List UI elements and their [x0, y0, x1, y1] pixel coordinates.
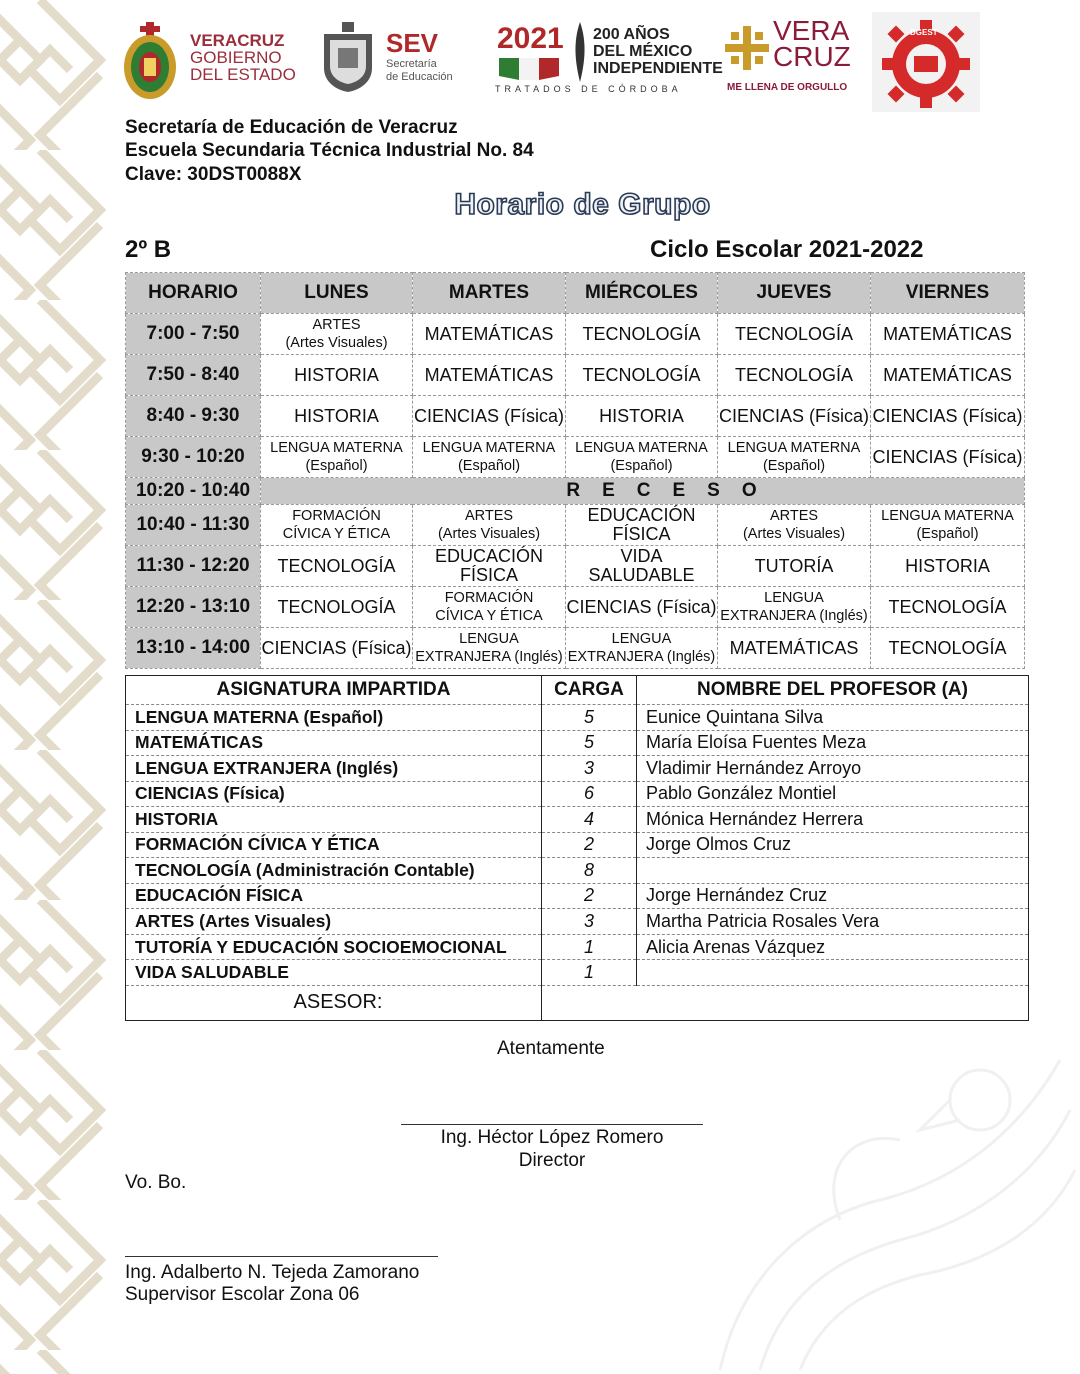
subject-line: ARTES: [769, 508, 819, 524]
schedule-cell: [718, 314, 871, 355]
schedule-cell: [718, 505, 871, 546]
profesor-name: Alicia Arenas Vázquez: [637, 934, 1029, 960]
subject-name: FORMACIÓN CÍVICA Y ÉTICA: [126, 832, 542, 858]
schedule-cell: [718, 355, 871, 396]
atentamente-text: Atentamente: [497, 1038, 605, 1059]
subject-carga: 3: [542, 756, 637, 782]
subject-line: CIENCIAS (Física): [872, 405, 1023, 426]
subject-carga: 6: [542, 781, 637, 807]
schedule-time: 8:40 - 9:30: [126, 396, 261, 437]
sev-name: SEV: [386, 28, 439, 58]
subject-line: CIENCIAS (Física): [566, 596, 717, 617]
director-title: Director: [518, 1150, 586, 1171]
subject-line: VIDA SALUDABLE: [588, 546, 695, 585]
veracruz-orgullo-logo: [725, 12, 855, 112]
asesor-label: ASESOR:: [293, 991, 383, 1014]
subject-line: (Artes Visuales): [742, 526, 846, 542]
subject-carga: 8: [542, 858, 637, 884]
subject-line: EXTRANJERA (Inglés): [567, 649, 716, 665]
subject-line: ARTES: [312, 317, 361, 333]
subject-line: (Español): [457, 458, 521, 474]
bicentenario-logo: [495, 12, 723, 112]
schedule-cell: [413, 437, 566, 478]
schedule-cell: [413, 396, 566, 437]
schedule-col-header: HORARIO: [126, 273, 261, 314]
schedule-table: [125, 272, 1025, 669]
schedule-cell: [261, 587, 413, 628]
sev-logo: [320, 12, 470, 112]
schedule-row: [126, 396, 1025, 437]
director-name: Ing. Héctor López Romero: [440, 1127, 664, 1148]
subject-row: [126, 832, 1029, 858]
subject-name: ARTES (Artes Visuales): [126, 909, 542, 935]
profesor-name: Jorge Olmos Cruz: [637, 832, 1029, 858]
subject-line: LENGUA: [459, 631, 519, 647]
subject-name: HISTORIA: [126, 807, 542, 833]
subject-line: EXTRANJERA (Inglés): [415, 649, 563, 665]
schedule-time: 7:50 - 8:40: [126, 355, 261, 396]
subject-line: LENGUA MATERNA: [881, 508, 1014, 524]
schedule-time: 10:20 - 10:40: [126, 478, 261, 505]
schedule-row: [126, 437, 1025, 478]
schedule-row: [126, 628, 1025, 669]
subject-line: MATEMÁTICAS: [729, 637, 859, 658]
subject-line: FORMACIÓN: [292, 508, 381, 524]
schedule-cell: [718, 546, 871, 587]
subject-line: HISTORIA: [294, 364, 379, 385]
subject-line: EXTRANJERA (Inglés): [720, 608, 868, 624]
gobierno-line1: VERACRUZ: [190, 31, 285, 50]
schedule-cell: [871, 355, 1025, 396]
schedule-cell: [566, 396, 718, 437]
subject-line: LENGUA MATERNA: [727, 440, 861, 456]
subject-name: TUTORÍA Y EDUCACIÓN SOCIOEMOCIONAL: [126, 934, 542, 960]
subject-line: (Español): [610, 458, 673, 474]
badge-text: DGEST: [910, 28, 938, 37]
subject-line: LENGUA MATERNA: [422, 440, 556, 456]
schedule-cell: [261, 628, 413, 669]
subject-name: VIDA SALUDABLE: [126, 960, 542, 986]
subject-name: LENGUA MATERNA (Español): [126, 705, 542, 731]
subject-line: TECNOLOGÍA: [582, 323, 701, 344]
schedule-cell: [871, 314, 1025, 355]
profesor-name: Vladimir Hernández Arroyo: [637, 756, 1029, 782]
page-title: Horario de Grupo: [454, 188, 711, 221]
schedule-cell: [871, 437, 1025, 478]
schedule-cell: [413, 628, 566, 669]
subject-line: HISTORIA: [294, 405, 379, 426]
schedule-cell: [413, 546, 566, 587]
ciclo-escolar: Ciclo Escolar 2021-2022: [650, 236, 924, 263]
header-logos: [120, 12, 990, 112]
subjects-col-header: CARGA: [542, 676, 637, 705]
profesor-name: [637, 960, 1029, 986]
subject-carga: 4: [542, 807, 637, 833]
subject-line: (Español): [305, 458, 368, 474]
subject-line: EDUCACIÓN FÍSICA: [587, 505, 696, 544]
schedule-cell: [261, 546, 413, 587]
schedule-time: 9:30 - 10:20: [126, 437, 261, 478]
subject-line: TUTORÍA: [754, 555, 834, 576]
subject-row: [126, 934, 1029, 960]
subject-carga: 1: [542, 960, 637, 986]
subject-carga: 2: [542, 883, 637, 909]
schedule-cell: [261, 314, 413, 355]
subjects-col-header: ASIGNATURA IMPARTIDA: [126, 676, 542, 705]
subject-line: FORMACIÓN: [444, 590, 534, 606]
subject-line: MATEMÁTICAS: [883, 323, 1012, 344]
supervisor-name: Ing. Adalberto N. Tejeda Zamorano: [125, 1262, 420, 1283]
subject-carga: 5: [542, 705, 637, 731]
schedule-time: 11:30 - 12:20: [126, 546, 261, 587]
subject-name: LENGUA EXTRANJERA (Inglés): [126, 756, 542, 782]
schedule-row: [126, 314, 1025, 355]
schedule-time: 12:20 - 13:10: [126, 587, 261, 628]
orgullo-line2: CRUZ: [773, 41, 851, 72]
subject-line: LENGUA: [764, 590, 824, 606]
schedule-col-header: JUEVES: [718, 273, 871, 314]
bicentenario-line3: INDEPENDIENTE: [593, 60, 723, 77]
subject-line: (Español): [916, 526, 979, 542]
director-signature-line: [401, 1124, 703, 1125]
asesor-row: [126, 985, 1029, 1020]
subject-carga: 3: [542, 909, 637, 935]
schedule-col-header: MARTES: [413, 273, 566, 314]
supervisor-signature-line: [125, 1256, 438, 1257]
schedule-cell: [261, 437, 413, 478]
subject-line: TECNOLOGÍA: [734, 323, 854, 344]
bicentenario-line1: 200 AÑOS: [593, 26, 670, 43]
schedule-cell: [261, 396, 413, 437]
flag-icon: [499, 58, 559, 80]
schedule-cell: [871, 628, 1025, 669]
sev-sub2: de Educación: [386, 71, 453, 83]
subject-carga: 2: [542, 832, 637, 858]
schedule-cell: [566, 587, 718, 628]
schedule-cell: [413, 355, 566, 396]
subject-line: TECNOLOGÍA: [582, 364, 701, 385]
orgullo-tag: ME LLENA DE ORGULLO: [727, 82, 848, 93]
schedule-cell: [566, 355, 718, 396]
subject-line: LENGUA: [611, 631, 672, 647]
subject-row: [126, 858, 1029, 884]
profesor-name: [637, 858, 1029, 884]
schedule-row: [126, 546, 1025, 587]
schedule-row: [126, 478, 1025, 505]
subjects-col-header: NOMBRE DEL PROFESOR (A): [637, 676, 1029, 705]
escuela-badge-logo: [872, 12, 980, 112]
schedule-cell: [718, 587, 871, 628]
subject-line: TECNOLOGÍA: [277, 596, 396, 617]
profesor-name: Martha Patricia Rosales Vera: [637, 909, 1029, 935]
header-secretaria: Secretaría de Educación de Veracruz: [125, 117, 458, 138]
subject-line: TECNOLOGÍA: [888, 637, 1007, 658]
schedule-cell: [718, 628, 871, 669]
header-escuela: Escuela Secundaria Técnica Industrial No. 84: [125, 140, 534, 161]
supervisor-title: Supervisor Escolar Zona 06: [125, 1284, 360, 1305]
schedule-row: [126, 355, 1025, 396]
profesor-name: Pablo González Montiel: [637, 781, 1029, 807]
subject-line: ARTES: [464, 508, 514, 524]
recess-banner: RECESO: [261, 478, 1025, 505]
grupo-label: 2º B: [125, 236, 172, 263]
subject-row: [126, 807, 1029, 833]
subject-row: [126, 705, 1029, 731]
gobierno-line3: DEL ESTADO: [190, 65, 296, 84]
subject-name: CIENCIAS (Física): [126, 781, 542, 807]
schedule-cell: [566, 314, 718, 355]
profesor-name: María Eloísa Fuentes Meza: [637, 730, 1029, 756]
coat-of-arms-icon: [120, 22, 180, 102]
schedule-cell: [413, 314, 566, 355]
schedule-cell: [566, 628, 718, 669]
subject-line: HISTORIA: [599, 405, 684, 426]
flower-icon: [725, 26, 769, 70]
subject-carga: 1: [542, 934, 637, 960]
schedule-cell: [718, 437, 871, 478]
orgullo-line1: VERA: [773, 15, 850, 46]
schedule-cell: [261, 505, 413, 546]
schedule-cell: [566, 505, 718, 546]
subject-carga: 5: [542, 730, 637, 756]
subject-name: TECNOLOGÍA (Administración Contable): [126, 858, 542, 884]
sev-shield-icon: [320, 22, 376, 92]
schedule-time: 7:00 - 7:50: [126, 314, 261, 355]
subject-line: LENGUA MATERNA: [270, 440, 403, 456]
subject-line: CIENCIAS (Física): [413, 405, 564, 426]
quill-icon: [573, 22, 587, 82]
schedule-row: [126, 587, 1025, 628]
subject-row: [126, 781, 1029, 807]
profesor-name: Eunice Quintana Silva: [637, 705, 1029, 731]
subject-line: (Artes Visuales): [285, 335, 388, 351]
header-clave: Clave: 30DST0088X: [125, 164, 302, 185]
schedule-row: [126, 505, 1025, 546]
subjects-table: [125, 675, 1029, 1021]
subject-line: (Artes Visuales): [437, 526, 541, 542]
subject-line: CIENCIAS (Física): [872, 446, 1023, 467]
schedule-col-header: MIÉRCOLES: [566, 273, 718, 314]
subject-row: [126, 909, 1029, 935]
subject-line: TECNOLOGÍA: [888, 596, 1007, 617]
subject-row: [126, 883, 1029, 909]
subject-name: MATEMÁTICAS: [126, 730, 542, 756]
bicentenario-tag: TRATADOS DE CÓRDOBA: [495, 84, 682, 94]
schedule-cell: [871, 505, 1025, 546]
schedule-cell: [566, 437, 718, 478]
veracruz-gobierno-logo: [120, 12, 295, 112]
subject-name: EDUCACIÓN FÍSICA: [126, 883, 542, 909]
schedule-cell: [871, 396, 1025, 437]
schedule-cell: [413, 505, 566, 546]
subject-row: [126, 960, 1029, 986]
subject-line: EDUCACIÓN FÍSICA: [434, 546, 543, 585]
profesor-name: Mónica Hernández Herrera: [637, 807, 1029, 833]
subject-line: CIENCIAS (Física): [718, 405, 869, 426]
profesor-name: Jorge Hernández Cruz: [637, 883, 1029, 909]
schedule-time: 10:40 - 11:30: [126, 505, 261, 546]
subject-line: MATEMÁTICAS: [883, 364, 1012, 385]
subject-row: [126, 730, 1029, 756]
schedule-cell: [261, 355, 413, 396]
subjects-header-row: [126, 676, 1029, 705]
schedule-cell: [566, 546, 718, 587]
subject-line: HISTORIA: [905, 555, 990, 576]
subject-line: CIENCIAS (Física): [261, 637, 412, 658]
asesor-value: [542, 985, 1029, 1020]
subject-line: (Español): [762, 458, 826, 474]
bicentenario-year: 2021: [497, 22, 564, 55]
subject-line: LENGUA MATERNA: [575, 440, 708, 456]
subject-line: CÍVICA Y ÉTICA: [282, 526, 391, 542]
schedule-col-header: LUNES: [261, 273, 413, 314]
schedule-cell: [413, 587, 566, 628]
schedule-time: 13:10 - 14:00: [126, 628, 261, 669]
gobierno-line2: GOBIERNO: [190, 48, 282, 67]
subject-line: TECNOLOGÍA: [734, 364, 854, 385]
schedule-header-row: [126, 273, 1025, 314]
subject-line: CÍVICA Y ÉTICA: [435, 608, 543, 624]
schedule-cell: [871, 546, 1025, 587]
eagle-watermark-decoration: [600, 1020, 1080, 1374]
bicentenario-line2: DEL MÉXICO: [593, 43, 693, 60]
schedule-col-header: VIERNES: [871, 273, 1025, 314]
subject-line: MATEMÁTICAS: [424, 323, 554, 344]
schedule-cell: [718, 396, 871, 437]
subject-row: [126, 756, 1029, 782]
subject-line: MATEMÁTICAS: [424, 364, 554, 385]
subject-line: TECNOLOGÍA: [277, 555, 396, 576]
sev-sub1: Secretaría: [386, 58, 437, 70]
schedule-cell: [871, 587, 1025, 628]
vobo-text: Vo. Bo.: [125, 1172, 187, 1193]
